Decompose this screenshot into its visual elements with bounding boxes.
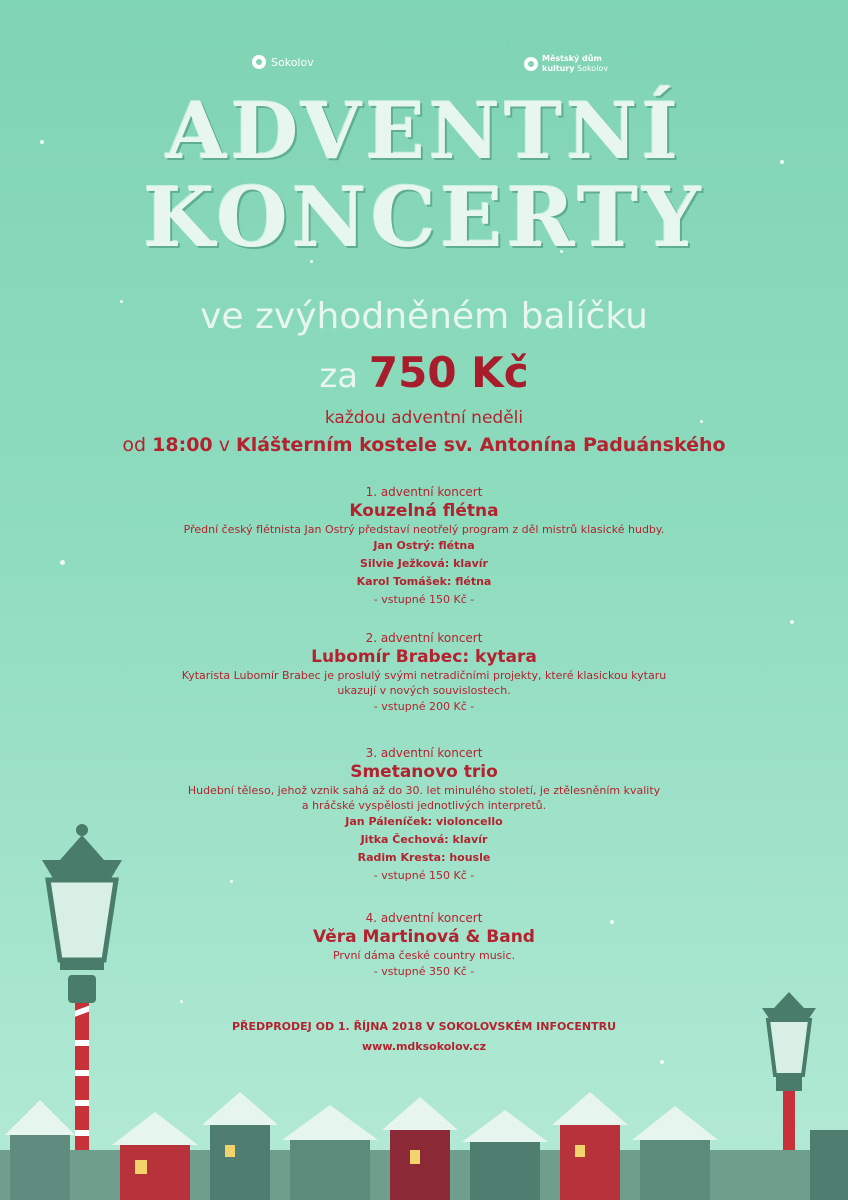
schedule-line-1: každou adventní neděli xyxy=(324,408,524,428)
concert-fee: - vstupné 150 Kč - xyxy=(373,869,475,882)
performer: Jan Ostrý: flétna xyxy=(373,539,475,552)
schedule-in: v xyxy=(218,434,230,456)
concert-desc: První dáma české country music. xyxy=(332,949,516,962)
mdk-logo-line1: Městský dům xyxy=(542,54,602,63)
title-line-1: ADVENTNÍ xyxy=(166,86,682,177)
concert-desc: a hráčské vyspělosti jednotlivých interpretů. xyxy=(301,799,547,812)
concert-label: 2. adventní koncert xyxy=(365,631,483,645)
concert-name: Smetanovo trio xyxy=(350,762,498,782)
mdk-logo-line2b: Sokolov xyxy=(576,64,609,73)
performer: Radim Kresta: housle xyxy=(357,851,491,864)
sokolov-logo-text: Sokolov xyxy=(271,55,314,69)
performer: Silvie Ježková: klavír xyxy=(360,557,488,570)
schedule-venue: Klášterním kostele sv. Antonína Paduánského xyxy=(235,434,726,456)
schedule-from: od xyxy=(122,434,147,456)
concert-desc: Kytarista Lubomír Brabec je proslulý svými netradičními projekty, které klasickou kytaru xyxy=(181,669,667,682)
schedule-time: 18:00 xyxy=(152,434,213,456)
performer: Karol Tomášek: flétna xyxy=(356,575,492,588)
subtitle: ve zvýhodněném balíčku xyxy=(200,296,648,337)
mdk-logo-line2a: kultury xyxy=(542,64,575,73)
concert-fee: - vstupné 150 Kč - xyxy=(373,593,475,606)
concert-desc: ukazují v nových souvislostech. xyxy=(337,684,511,697)
concert-desc: Přední český flétnista Jan Ostrý představí neotřelý program z děl mistrů klasické hudby. xyxy=(183,523,665,536)
concert-label: 4. adventní koncert xyxy=(365,911,483,925)
concert-label: 3. adventní koncert xyxy=(365,746,483,760)
concert-desc: Hudební těleso, jehož vznik sahá až do 30. let minulého století, je ztělesněním kvality xyxy=(187,784,661,797)
performer: Jan Páleníček: violoncello xyxy=(345,815,503,828)
price-prefix: za xyxy=(319,356,359,396)
concert-fee: - vstupné 350 Kč - xyxy=(373,965,475,978)
price-amount: 750 Kč xyxy=(368,348,529,397)
concert-name: Věra Martinová & Band xyxy=(313,927,535,947)
title-line-2: KONCERTY xyxy=(143,170,705,266)
concert-name: Kouzelná flétna xyxy=(349,501,499,521)
website-link[interactable]: www.mdksokolov.cz xyxy=(362,1040,486,1053)
concert-label: 1. adventní koncert xyxy=(365,485,483,499)
concert-name: Lubomír Brabec: kytara xyxy=(311,647,537,667)
presale-text: PŘEDPRODEJ OD 1. ŘÍJNA 2018 V SOKOLOVSKÉM INFOCENTRU xyxy=(231,1020,617,1033)
performer: Jitka Čechová: klavír xyxy=(360,833,488,846)
concert-fee: - vstupné 200 Kč - xyxy=(373,700,475,713)
snowy-houses-icon xyxy=(0,1092,848,1200)
